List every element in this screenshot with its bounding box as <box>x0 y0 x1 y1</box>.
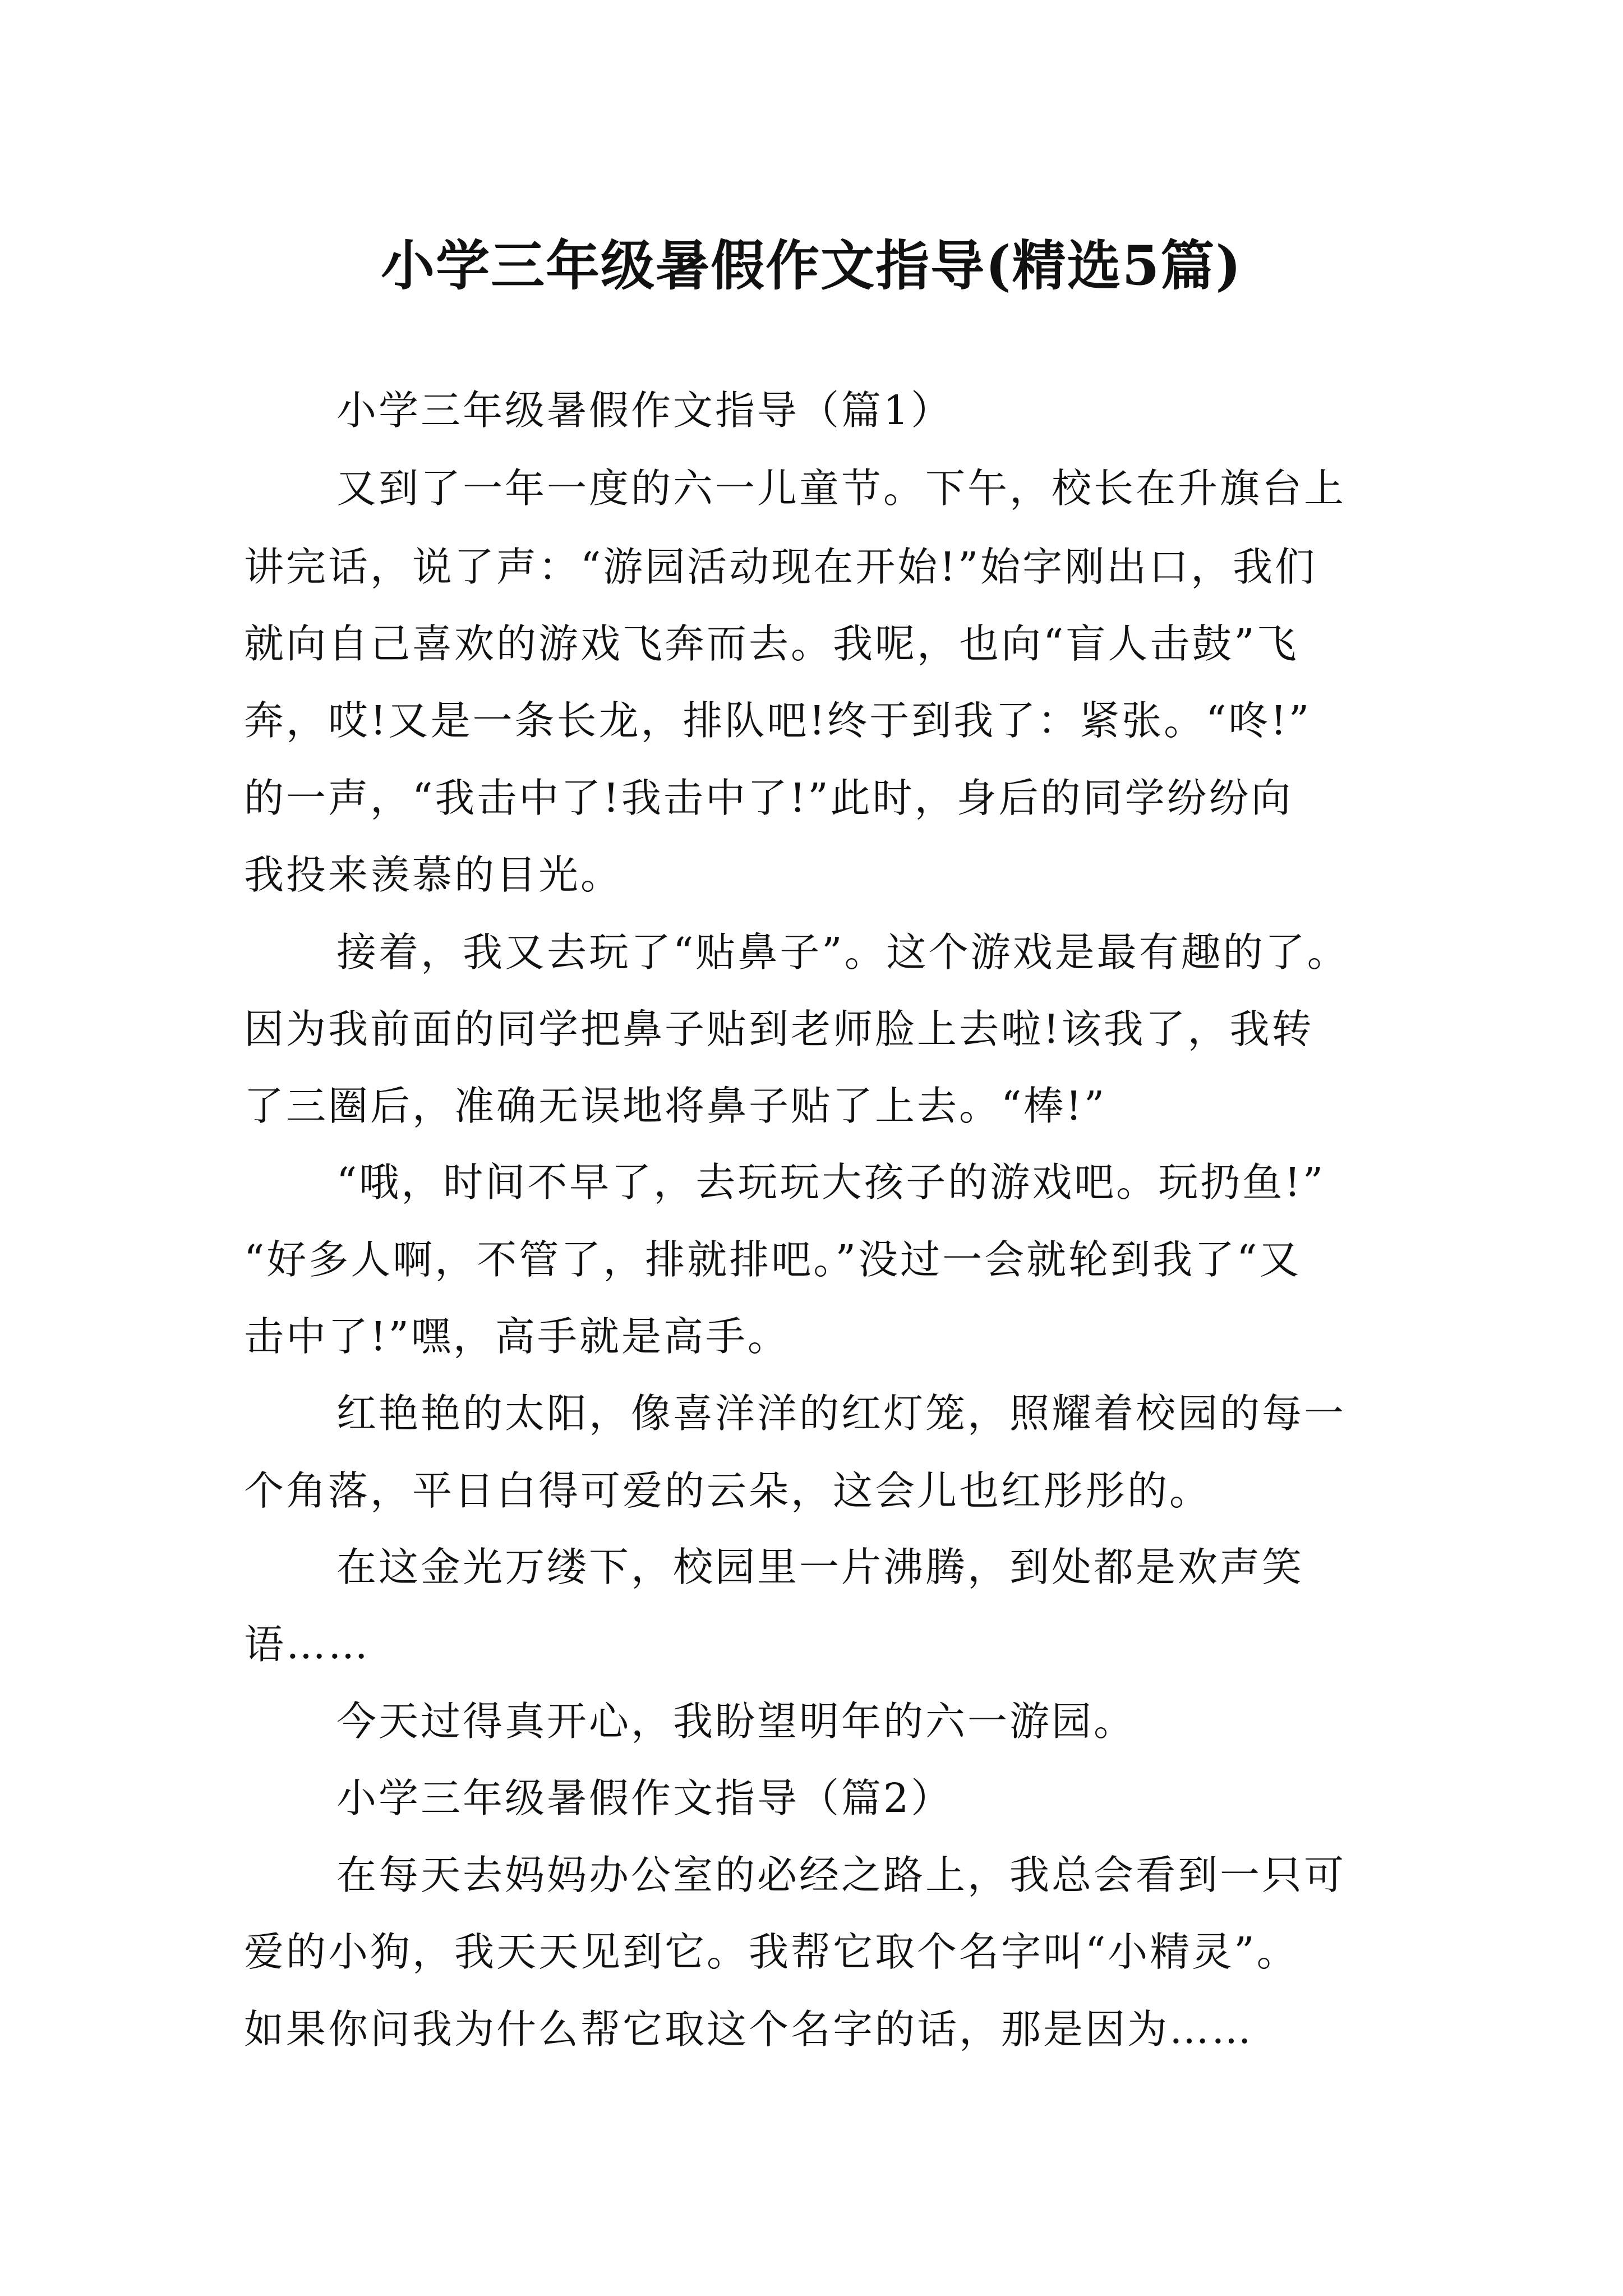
paragraph-line: 讲完话，说了声：“游园活动现在开始!”始字刚出口，我们 <box>244 544 1317 590</box>
paragraph-line: 在每天去妈妈办公室的必经之路上，我总会看到一只可 <box>336 1852 1347 1898</box>
paragraph-line: “哦，时间不早了，去玩玩大孩子的游戏吧。玩扔鱼!” <box>336 1159 1326 1205</box>
paragraph-line: 如果你问我为什么帮它取这个名字的话，那是因为…… <box>244 2006 1254 2053</box>
paragraph-line: 了三圈后，准确无误地将鼻子贴了上去。“棒!” <box>244 1083 1107 1129</box>
section-heading-2: 小学三年级暑假作文指导（篇2） <box>336 1775 953 1821</box>
document-title: 小学三年级暑假作文指导(精选5篇) <box>381 234 1242 298</box>
paragraph-line: 在这金光万缕下，校园里一片沸腾，到处都是欢声笑 <box>336 1544 1304 1590</box>
paragraph-line: 语…… <box>244 1621 371 1668</box>
paragraph-line: 因为我前面的同学把鼻子贴到老师脸上去啦!该我了，我转 <box>244 1006 1314 1052</box>
section-heading-1: 小学三年级暑假作文指导（篇1） <box>336 387 953 434</box>
paragraph-line: 爱的小狗，我天天见到它。我帮它取个名字叫“小精灵”。 <box>244 1929 1299 1975</box>
paragraph-line: “好多人啊，不管了，排就排吧。”没过一会就轮到我了“又 <box>244 1236 1302 1283</box>
paragraph-line: 就向自己喜欢的游戏飞奔而去。我呢，也向“盲人击鼓”飞 <box>244 620 1299 667</box>
paragraph-line: 击中了!”嘿，高手就是高手。 <box>244 1313 790 1360</box>
paragraph-line: 我投来羡慕的目光。 <box>244 852 623 898</box>
paragraph-line: 又到了一年一度的六一儿童节。下午，校长在升旗台上 <box>336 465 1347 512</box>
paragraph-line: 接着，我又去玩了“贴鼻子”。这个游戏是最有趣的了。 <box>336 929 1349 976</box>
paragraph-line: 红艳艳的太阳，像喜洋洋的红灯笼，照耀着校园的每一 <box>336 1390 1347 1437</box>
paragraph-line: 的一声，“我击中了!我击中了!”此时，身后的同学纷纷向 <box>244 775 1293 821</box>
paragraph-line: 个角落，平日白得可爱的云朵，这会儿也红彤彤的。 <box>244 1467 1212 1514</box>
paragraph-line: 今天过得真开心，我盼望明年的六一游园。 <box>336 1698 1136 1745</box>
paragraph-line: 奔，哎!又是一条长龙，排队吧!终于到我了：紧张。“咚!” <box>244 697 1312 744</box>
